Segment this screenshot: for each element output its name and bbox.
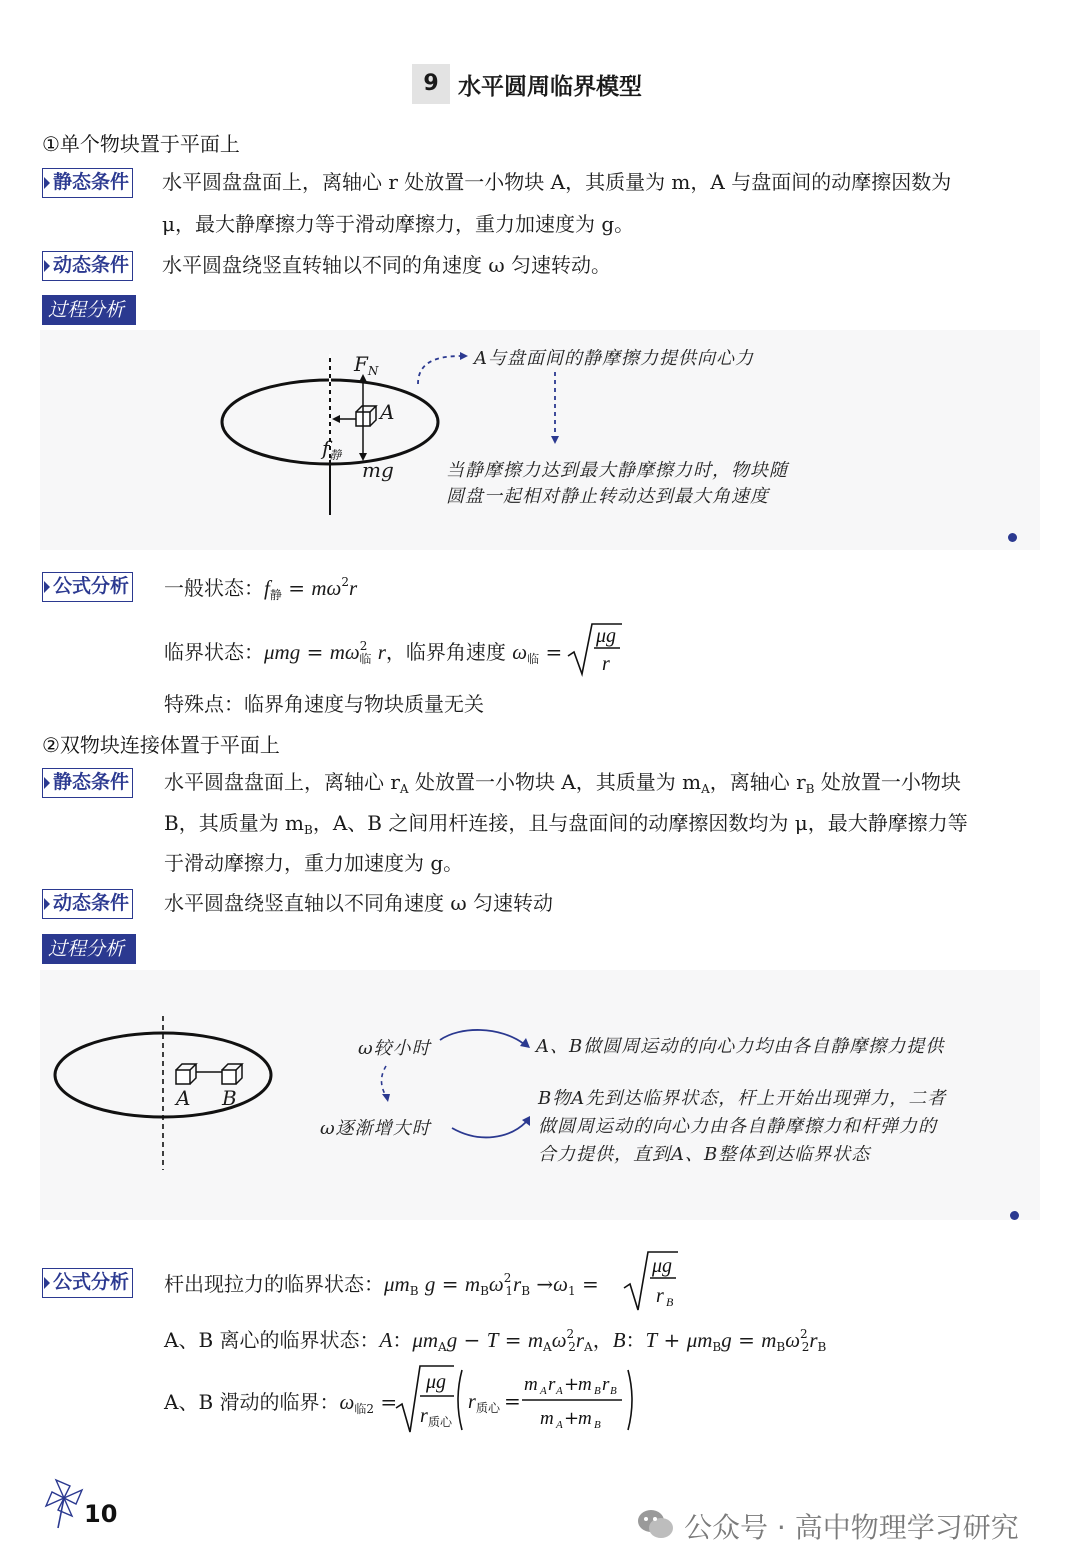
static-condition-tag-2: 静态条件 — [42, 768, 133, 798]
sub-center-2: 质心 — [476, 1401, 501, 1415]
label-A: A — [380, 400, 395, 424]
arrow-small-omega — [440, 1030, 524, 1044]
label-small-omega: ω较小时 — [358, 1038, 431, 1059]
formula-slide-critical: A、B 滑动的临界：$\omega_{临2}$ = — [164, 1390, 398, 1416]
static-condition-tag: 静态条件 — [42, 168, 133, 198]
sqrt-mug-over-rB — [620, 1248, 680, 1314]
label-mg: mg — [362, 458, 394, 482]
dashed-arrow-1 — [418, 356, 462, 384]
svg-text:m: m — [578, 1408, 592, 1429]
formula-general-state: 一般状态：$f_静 = m\omega^2r$ — [164, 575, 358, 602]
svg-text:μg: μg — [596, 625, 617, 647]
svg-text:B: B — [666, 1295, 674, 1309]
section-2-heading: ②双物块连接体置于平面上 — [42, 733, 280, 757]
pinwheel-logo-icon — [44, 1474, 88, 1530]
note-rod-force-line-3: 合力提供，直到A、B整体到达临界状态 — [538, 1144, 871, 1165]
svg-text:B: B — [594, 1419, 601, 1431]
note-both-static-friction: A、B做圆周运动的向心力均由各自静摩擦力提供 — [536, 1036, 945, 1057]
static-condition-2-line-2: B，其质量为 $m_B$，A、B 之间用杆连接，且与盘面间的动摩擦因数均为 μ，最大静摩擦力等 — [164, 811, 968, 837]
dynamic-condition-tag-2: 动态条件 — [42, 889, 133, 919]
static-condition-line-1: 水平圆盘盘面上，离轴心 r 处放置一小物块 A，其质量为 m，A 与盘面间的动摩擦因数为 — [162, 170, 952, 194]
svg-text:B: B — [594, 1385, 601, 1397]
page-title: 水平圆周临界模型 — [458, 74, 642, 100]
note-rod-force-line-1: B物A先到达临界状态，杆上开始出现弹力，二者 — [538, 1088, 947, 1109]
static-condition-2-line-3: 于滑动摩擦力，重力加速度为 g。 — [164, 851, 464, 875]
page-number: 10 — [84, 1500, 118, 1528]
svg-text:r: r — [602, 1374, 610, 1395]
sub-center-1: 质心 — [428, 1415, 453, 1429]
formula-rod-tension: 杆出现拉力的临界状态：$\mu m_B$ $g = m_B\omega^2_1r_B \to\omega_1$ = — [164, 1271, 599, 1298]
svg-text:r: r — [602, 653, 610, 675]
svg-text:+: + — [564, 1374, 580, 1395]
svg-text:r: r — [656, 1285, 664, 1307]
formula-centrifugal-critical: A、B 离心的临界状态：A：$\mu m_Ag - T = m_A\omega^2_2r_A$，B：$T + \mu m_Bg = m_B\omega^2_2r_B$ — [164, 1327, 827, 1354]
arrow-growing-omega — [452, 1122, 526, 1137]
formula-critical-state: 临界状态：$\mu mg = m\omega^2_临$ r，临界角速度 $\omega_临$ = — [164, 639, 563, 666]
note-max-friction-line-1: 当静摩擦力达到最大静摩擦力时，物块随 — [446, 460, 788, 481]
svg-text:A: A — [556, 1385, 563, 1397]
wechat-icon — [636, 1506, 676, 1542]
svg-text:m: m — [540, 1408, 554, 1429]
process-analysis-tag: 过程分析 — [42, 295, 136, 325]
decor-dot-2 — [1010, 1211, 1019, 1220]
note-rod-force-line-2: 做圆周运动的向心力由各自静摩擦力和杆弹力的 — [538, 1116, 937, 1137]
note-static-friction: A与盘面间的静摩擦力提供向心力 — [474, 348, 754, 369]
svg-text:m: m — [524, 1374, 538, 1395]
dashed-arrow-omega — [382, 1066, 387, 1096]
svg-text:A: A — [556, 1419, 563, 1431]
watermark-text: 公众号 · 高中物理学习研究 — [684, 1511, 1019, 1544]
static-condition-line-2: μ，最大静摩擦力等于滑动摩擦力，重力加速度为 g。 — [162, 212, 635, 236]
note-max-friction-line-2: 圆盘一起相对静止转动达到最大角速度 — [446, 486, 769, 507]
svg-text:A: A — [540, 1385, 547, 1397]
section-1-heading: ①单个物块置于平面上 — [42, 132, 240, 156]
svg-text:m: m — [578, 1374, 592, 1395]
block-A-2 — [176, 1070, 190, 1084]
svg-text:B: B — [610, 1385, 617, 1397]
formula-analysis-tag-2: 公式分析 — [42, 1268, 133, 1298]
static-condition-2-line-1: 水平圆盘盘面上，离轴心 $r_A$ 处放置一小物块 A，其质量为 $m_A$，离轴心 $r_B$ 处放置一小物块 — [164, 770, 961, 796]
svg-text:μg: μg — [426, 1371, 447, 1393]
chapter-number: 9 — [412, 64, 450, 104]
label-B-2: B — [222, 1086, 237, 1110]
sqrt-mug-over-r — [564, 620, 624, 678]
block-B-2 — [222, 1070, 236, 1084]
process-analysis-tag-2: 过程分析 — [42, 934, 136, 964]
svg-text:+: + — [564, 1408, 580, 1429]
dynamic-condition-2-text: 水平圆盘绕竖直轴以不同角速度 ω 匀速转动 — [164, 891, 554, 915]
label-growing-omega: ω逐渐增大时 — [320, 1118, 431, 1139]
decor-dot-1 — [1008, 533, 1017, 542]
special-point: 特殊点：临界角速度与物块质量无关 — [164, 692, 484, 716]
svg-text:r: r — [420, 1405, 428, 1427]
label-f-static: $f_静$ — [322, 436, 342, 462]
svg-text:r: r — [468, 1391, 476, 1413]
svg-text:μg: μg — [652, 1255, 673, 1277]
dynamic-condition-tag: 动态条件 — [42, 251, 133, 281]
label-FN: $F_N$ — [354, 352, 379, 378]
svg-text:=: = — [504, 1389, 521, 1413]
svg-text:r: r — [548, 1374, 556, 1395]
sqrt-mug-over-r-center — [392, 1362, 642, 1438]
formula-analysis-tag: 公式分析 — [42, 572, 133, 602]
dynamic-condition-text: 水平圆盘绕竖直转轴以不同的角速度 ω 匀速转动。 — [162, 253, 612, 277]
label-A-2: A — [176, 1086, 191, 1110]
